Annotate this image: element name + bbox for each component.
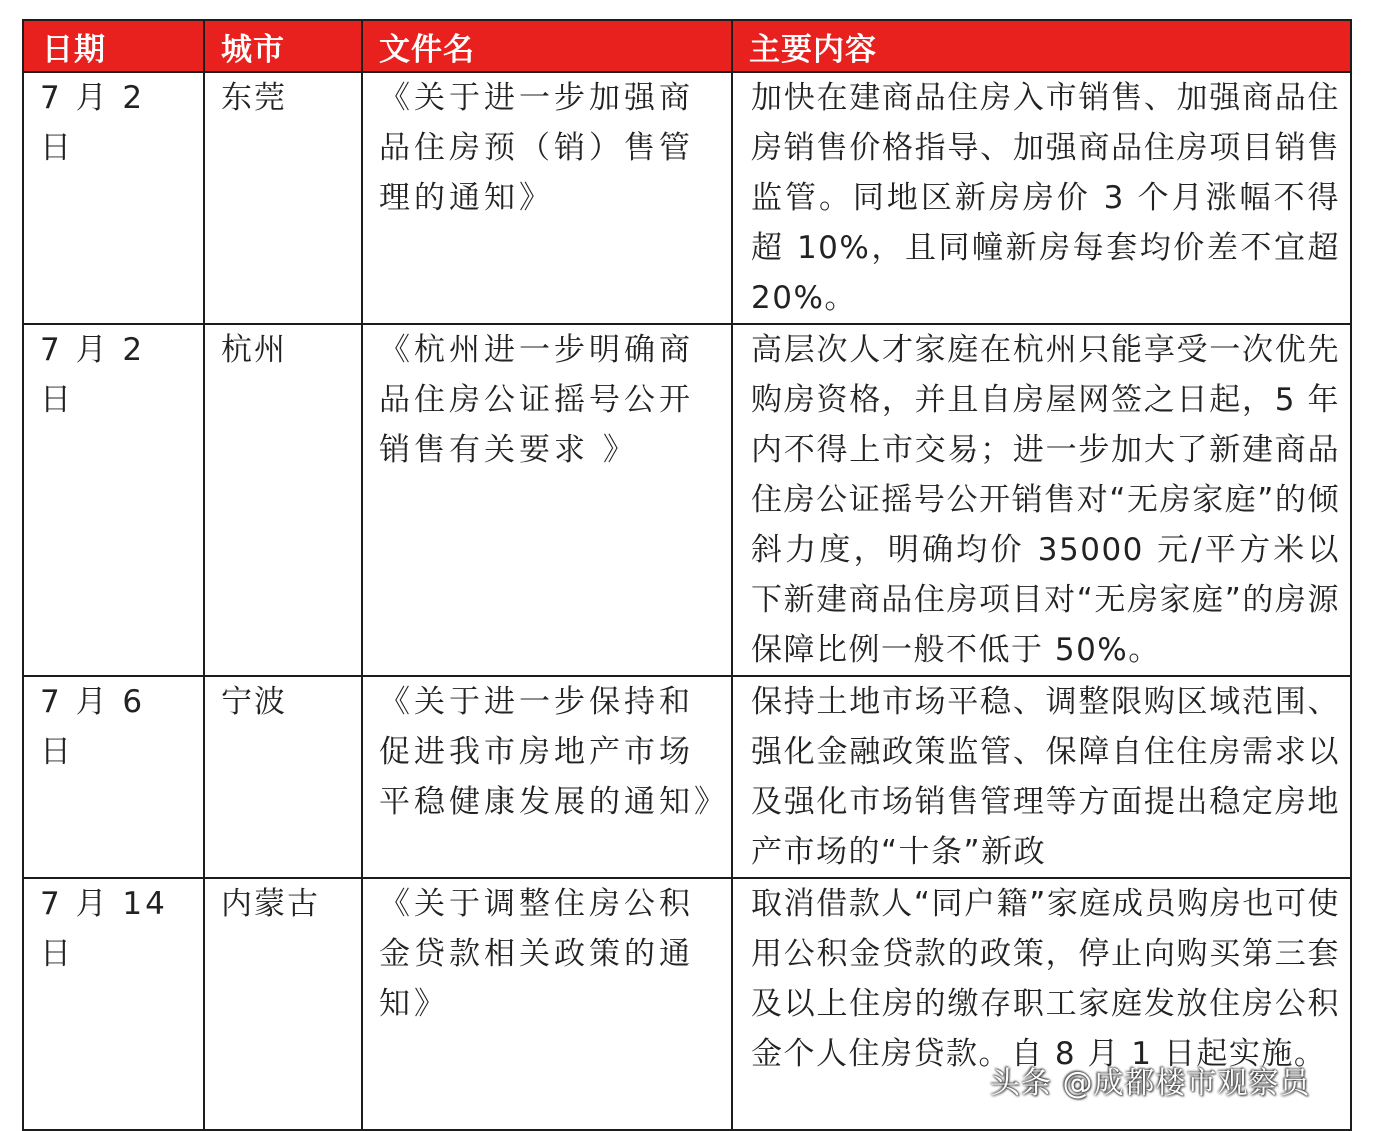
table-row	[23, 324, 1351, 676]
cell-content: 高层次人才家庭在杭州只能享受一次优先购房资格，并且自房屋网签之日起，5 年内不得上市交易；进一步加大了新建商品住房公证摇号公开销售对“无房家庭”的倾斜力度，明确均价 35000 元/平方米以下新建商品住房项目对“无房家庭”的房源保障比例一般不低于 50%。	[732, 324, 1351, 676]
policy-table	[22, 19, 1352, 1131]
policy-table-container	[22, 19, 1350, 1131]
cell-document: 《关于进一步保持和促进我市房地产市场平稳健康发展的通知》	[362, 676, 732, 878]
cell-date: 7 月 2 日	[23, 324, 204, 676]
cell-date: 7 月 6 日	[23, 676, 204, 878]
cell-city: 东莞	[204, 72, 362, 324]
source-watermark: 头条 @成都楼市观察员	[990, 1066, 1311, 1101]
header-city: 城市	[204, 20, 362, 72]
table-header-row	[23, 20, 1351, 72]
cell-document: 《杭州进一步明确商品住房公证摇号公开销售有关要求 》	[362, 324, 732, 676]
cell-content: 取消借款人“同户籍”家庭成员购房也可使用公积金贷款的政策，停止向购买第三套及以上住房的缴存职工家庭发放住房公积金个人住房贷款。自 8 月 1 日起实施。	[732, 878, 1351, 1130]
cell-date: 7 月 14 日	[23, 878, 204, 1130]
cell-city: 内蒙古	[204, 878, 362, 1130]
header-document: 文件名	[362, 20, 732, 72]
cell-date: 7 月 2 日	[23, 72, 204, 324]
header-content: 主要内容	[732, 20, 1351, 72]
cell-content: 保持土地市场平稳、调整限购区域范围、强化金融政策监管、保障自住住房需求以及强化市场销售管理等方面提出稳定房地产市场的“十条”新政	[732, 676, 1351, 878]
cell-document: 《关于进一步加强商品住房预（销）售管理的通知》	[362, 72, 732, 324]
table-row	[23, 676, 1351, 878]
cell-city: 杭州	[204, 324, 362, 676]
header-date: 日期	[23, 20, 204, 72]
cell-content: 加快在建商品住房入市销售、加强商品住房销售价格指导、加强商品住房项目销售监管。同地区新房房价 3 个月涨幅不得超 10%，且同幢新房每套均价差不宜超 20%。	[732, 72, 1351, 324]
cell-document: 《关于调整住房公积金贷款相关政策的通知》	[362, 878, 732, 1130]
cell-city: 宁波	[204, 676, 362, 878]
table-row	[23, 72, 1351, 324]
